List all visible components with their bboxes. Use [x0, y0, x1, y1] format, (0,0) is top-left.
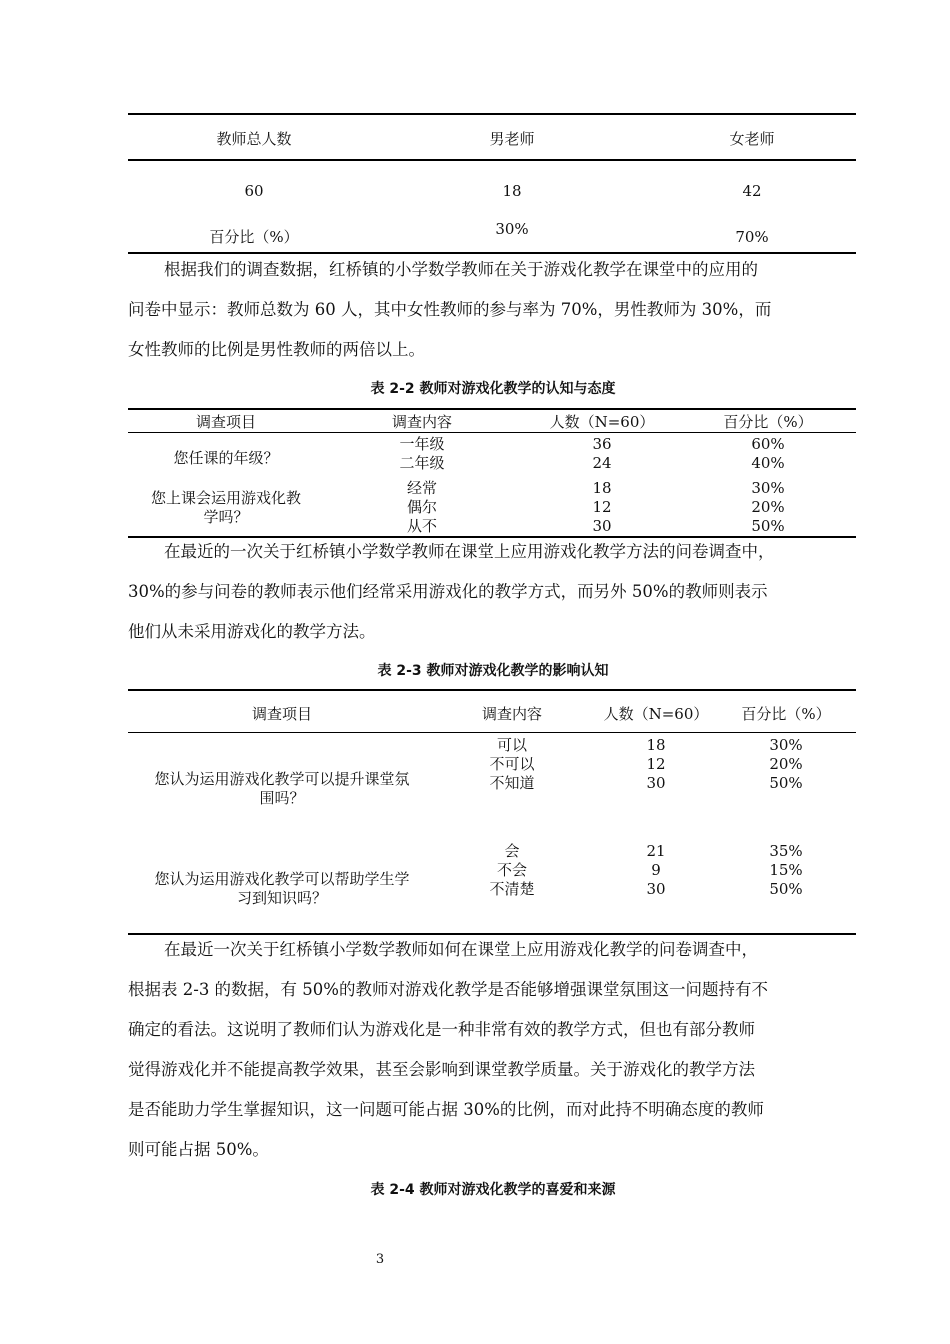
table-2-header-rule: [128, 432, 856, 433]
table-2-header-content: 调查内容: [391, 413, 452, 431]
table-1-top-rule: [128, 113, 856, 115]
table-2-option: 从不: [406, 517, 437, 535]
table-3-count: 30: [646, 774, 666, 792]
table-1-cell-total: 60: [244, 182, 264, 200]
table-2-option: 二年级: [399, 454, 445, 472]
table-3-pct: 50%: [769, 880, 803, 898]
table-1-cell-female: 42: [742, 182, 762, 200]
table-2-count: 24: [592, 454, 612, 472]
table-1-cell-male: 18: [502, 182, 522, 200]
table-2-question-grade: 您任课的年级？: [173, 449, 279, 467]
table-4-caption: 表 2-4 教师对游戏化教学的喜爱和来源: [370, 1182, 616, 1198]
paragraph-1-line: 根据我们的调查数据，红桥镇的小学数学教师在关于游戏化教学在课堂中的应用的: [164, 260, 758, 279]
paragraph-3-line: 在最近一次关于红桥镇小学数学教师如何在课堂上应用游戏化教学的问卷调查中，: [164, 940, 758, 959]
table-2-caption: 表 2-2 教师对游戏化教学的认知与态度: [370, 381, 616, 397]
table-1-header-male: 男老师: [489, 130, 535, 148]
table-1-header-female: 女老师: [729, 130, 775, 148]
table-3-pct: 30%: [769, 736, 803, 754]
table-3-header-count: 人数（N=60）: [603, 705, 709, 723]
paragraph-2: [128, 532, 858, 652]
table-2-question-usage: 您上课会运用游戏化教: [150, 489, 301, 507]
table-2-header-pct: 百分比（%）: [723, 413, 813, 431]
table-1-cell-pct-female: 70%: [735, 228, 769, 246]
table-2-count: 36: [592, 435, 612, 453]
table-1-cell-pct-label: 百分比（%）: [209, 228, 299, 246]
table-3-header-content: 调查内容: [481, 705, 542, 723]
table-1-cell-pct-male: 30%: [495, 220, 529, 238]
table-3-count: 18: [646, 736, 666, 754]
table-3-header-rule: [128, 732, 856, 733]
table-2-pct: 50%: [751, 517, 785, 535]
paragraph-2-line: 30%的参与问卷的教师表示他们经常采用游戏化的教学方式，而另外 50%的教师则表示: [128, 582, 768, 601]
paragraph-1-line: 女性教师的比例是男性教师的两倍以上。: [128, 340, 425, 359]
paragraph-3-line: 确定的看法。这说明了教师们认为游戏化是一种非常有效的教学方式，但也有部分教师: [128, 1020, 755, 1039]
table-3-count: 12: [646, 755, 666, 773]
table-3-pct: 50%: [769, 774, 803, 792]
paragraph-2-line: 他们从未采用游戏化的教学方法。: [128, 622, 376, 641]
table-2-count: 18: [592, 479, 612, 497]
table-2-header-count: 人数（N=60）: [549, 413, 655, 431]
table-3-option: 会: [504, 842, 520, 860]
table-3-option: 不会: [496, 861, 527, 879]
table-3-option: 不清楚: [489, 880, 535, 898]
paragraph-3: [128, 930, 858, 1170]
paragraph-3-line: 觉得游戏化并不能提高教学效果，甚至会影响到课堂教学质量。关于游戏化的教学方法: [128, 1060, 755, 1079]
table-3-pct: 35%: [769, 842, 803, 860]
table-3-pct: 15%: [769, 861, 803, 879]
paragraph-2-line: 在最近的一次关于红桥镇小学数学教师在课堂上应用游戏化教学方法的问卷调查中，: [164, 542, 775, 561]
table-2-top-rule: [128, 408, 856, 410]
table-2-pct: 60%: [751, 435, 785, 453]
table-2-option: 经常: [406, 479, 437, 497]
table-3-question-atmosphere-cont: 围吗？: [259, 789, 305, 807]
paragraph-3-line: 则可能占据 50%。: [128, 1140, 269, 1159]
table-1-header-rule: [128, 159, 856, 161]
table-3-count: 9: [651, 861, 661, 879]
table-3-question-knowledge-cont: 习到知识吗？: [236, 889, 327, 907]
table-3-question-knowledge: 您认为运用游戏化教学可以帮助学生学: [154, 870, 410, 888]
table-2-count: 12: [592, 498, 612, 516]
paragraph-3-line: 根据表 2-3 的数据，有 50%的教师对游戏化教学是否能够增强课堂氛围这一问题持有不: [128, 980, 768, 999]
paragraph-1-line: 问卷中显示：教师总数为 60 人，其中女性教师的参与率为 70%，男性教师为 30%，而: [128, 300, 772, 319]
table-2-pct: 20%: [751, 498, 785, 516]
paragraph-1: [128, 250, 858, 370]
table-3-question-atmosphere: 您认为运用游戏化教学可以提升课堂氛: [154, 770, 410, 788]
table-3-header-pct: 百分比（%）: [741, 705, 831, 723]
table-3-option: 不知道: [489, 774, 535, 792]
table-2-option: 一年级: [399, 435, 445, 453]
table-3-option: 不可以: [489, 755, 535, 773]
table-3-option: 可以: [496, 736, 527, 754]
table-3-top-rule: [128, 689, 856, 691]
table-3-count: 21: [646, 842, 666, 860]
table-3-pct: 20%: [769, 755, 803, 773]
table-2-header-item: 调查项目: [195, 413, 256, 431]
table-2-question-usage-cont: 学吗？: [203, 508, 249, 526]
table-2-count: 30: [592, 517, 612, 535]
table-2-pct: 40%: [751, 454, 785, 472]
table-1-header-total: 教师总人数: [216, 130, 292, 148]
table-3-count: 30: [646, 880, 666, 898]
table-2-option: 偶尔: [406, 498, 437, 516]
table-2-pct: 30%: [751, 479, 785, 497]
table-3-header-item: 调查项目: [251, 705, 312, 723]
paragraph-3-line: 是否能助力学生掌握知识，这一问题可能占据 30%的比例，而对此持不明确态度的教师: [128, 1100, 764, 1119]
page-number: 3: [375, 1252, 385, 1267]
table-3-caption: 表 2-3 教师对游戏化教学的影响认知: [377, 663, 609, 679]
